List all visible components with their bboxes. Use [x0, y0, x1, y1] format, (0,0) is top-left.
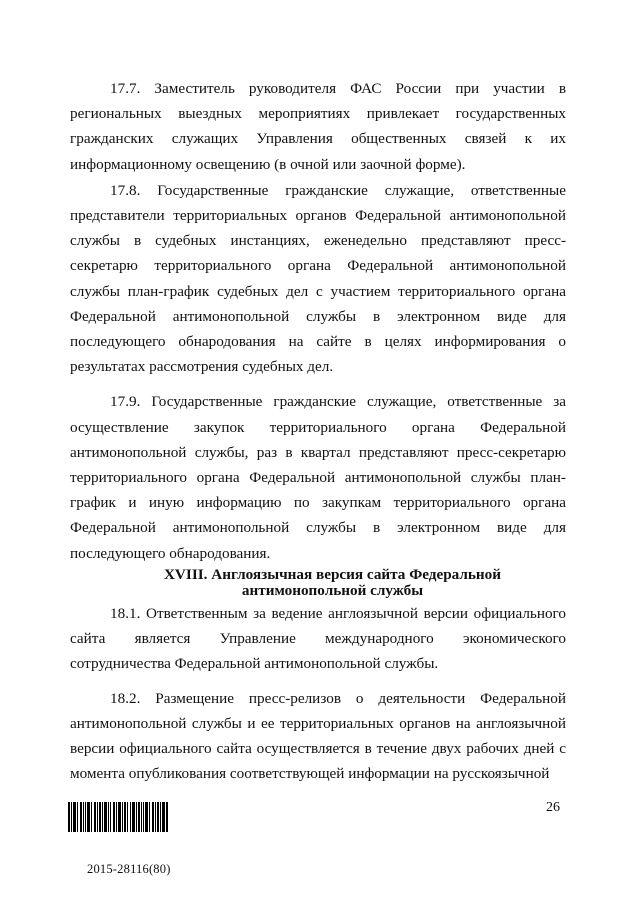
paragraph-block-17 — [70, 76, 566, 566]
page-number: 26 — [546, 800, 560, 815]
paragraph-18-1: 18.1. Ответственным за ведение англоязычной версии официального сайта является Управление международного экономического сотрудничества Федеральной антимонопольной службы. — [70, 605, 566, 673]
paragraph-block-18 — [70, 601, 566, 786]
barcode-image — [68, 802, 168, 832]
paragraph-17-9: 17.9. Государственные гражданские служащие, ответственные за осуществление закупок территориального органа Федеральной антимонопольной службы, раз в квартал представляют пресс-секретарю территориального органа Федеральной антимонопольной службы план-график и иную информацию по закупкам территориального органа Федеральной антимонопольной службы в электронном виде для последующего обнародования. — [70, 393, 566, 562]
paragraph-17-8: 17.8. Государственные гражданские служащие, ответственные представители территориальных органов Федеральной антимонопольной службы в судебных инстанциях, еженедельно представляют пресс-секретарю территориального органа Федеральной антимонопольной службы план-график судебных дел с участием территориального органа Федеральной антимонопольной службы в электронном виде для последующего обнародования на сайте в целях информирования о результатах рассмотрения судебных дел. — [70, 181, 566, 376]
document-id: 2015-28116(80) — [87, 862, 171, 876]
section-heading-xviii: XVIII. Англоязычная версия сайта Федеральной антимонопольной службы — [163, 566, 502, 599]
paragraph-17-7: 17.7. Заместитель руководителя ФАС России при участии в региональных выездных мероприятиях привлекает государственных гражданских служащих Управления общественных связей к их информационному освещению (в очной или заочной форме). — [70, 80, 566, 173]
paragraph-18-2: 18.2. Размещение пресс-релизов о деятельности Федеральной антимонопольной службы и ее территориальных органов на англоязычной версии официального сайта осуществляется в течение двух рабочих дней с момента опубликования соответствующей информации на русскоязычной — [70, 689, 566, 783]
